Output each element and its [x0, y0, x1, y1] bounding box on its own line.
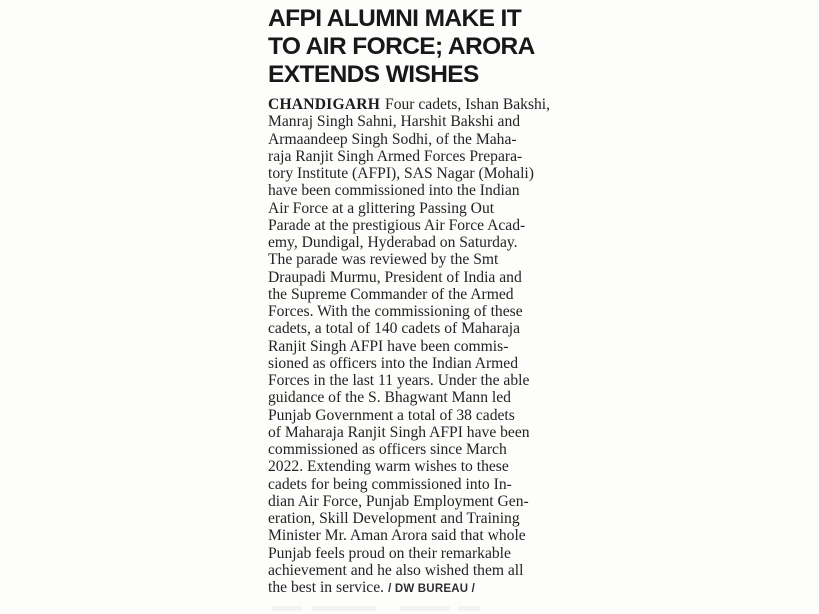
- body-line: 2022. Extending warm wishes to these: [268, 458, 509, 476]
- body-line: Parade at the prestigious Air Force Acad-: [268, 216, 526, 234]
- headline-line: EXTENDS WISHES: [268, 61, 479, 88]
- body-line: Minister Mr. Aman Arora said that whole: [268, 527, 526, 545]
- body-line: Draupadi Murmu, President of India and: [268, 268, 522, 286]
- body-line: have been commissioned into the Indian: [268, 182, 520, 200]
- body-line: cadets, a total of 140 cadets of Maharaja: [268, 320, 520, 338]
- closing-line: [268, 579, 558, 598]
- cutoff-smudge: [272, 606, 302, 611]
- headline-line: TO AIR FORCE; ARORA: [268, 33, 535, 60]
- lead-text: Four cadets, Ishan Bakshi,: [385, 96, 551, 113]
- body-line: Manraj Singh Sahni, Harshit Bakshi and: [268, 113, 521, 131]
- body-line: the Supreme Commander of the Armed: [268, 285, 514, 303]
- body-line: dian Air Force, Punjab Employment Gen-: [268, 492, 529, 510]
- dateline: CHANDIGARH: [268, 96, 381, 113]
- body-line: tory Institute (AFPI), SAS Nagar (Mohali): [268, 165, 534, 182]
- body-line: Air Force at a glittering Passing Out: [268, 199, 495, 217]
- article-body: [268, 96, 558, 598]
- article-column: [268, 5, 558, 598]
- closing-text: the best in service.: [268, 579, 385, 596]
- cutoff-smudge: [400, 606, 450, 611]
- body-line: eration, Skill Development and Training: [268, 510, 520, 527]
- body-line: The parade was reviewed by the Smt: [268, 251, 499, 269]
- byline: / DW BUREAU /: [388, 583, 475, 595]
- body-line: cadets for being commissioned into In-: [268, 475, 512, 493]
- body-line: Punjab feels proud on their remarkable: [268, 544, 511, 562]
- body-line: of Maharaja Ranjit Singh AFPI have been: [268, 423, 530, 441]
- article-headline: [268, 5, 558, 89]
- body-line: emy, Dundigal, Hyderabad on Saturday.: [268, 234, 518, 251]
- body-line: guidance of the S. Bhagwant Mann led: [268, 389, 511, 407]
- cutoff-smudge: [458, 606, 480, 611]
- body-line: achievement and he also wished them all: [268, 561, 524, 579]
- body-line: Ranjit Singh AFPI have been commis-: [268, 337, 509, 355]
- cutoff-smudge: [312, 606, 376, 611]
- cutoff-next-line-artifact: [268, 606, 558, 613]
- lead-line: [268, 96, 558, 113]
- body-lines: [268, 113, 558, 579]
- headline-line: AFPI ALUMNI MAKE IT: [268, 5, 522, 32]
- body-line: raja Ranjit Singh Armed Forces Prepara-: [268, 147, 523, 165]
- body-line: sioned as officers into the Indian Armed: [268, 354, 519, 372]
- body-line: Forces. With the commissioning of these: [268, 303, 523, 320]
- body-line: Forces in the last 11 years. Under the able: [268, 372, 530, 389]
- body-line: Punjab Government a total of 38 cadets: [268, 406, 515, 424]
- body-line: commissioned as officers since March: [268, 441, 507, 458]
- body-line: Armaandeep Singh Sodhi, of the Maha-: [268, 130, 517, 148]
